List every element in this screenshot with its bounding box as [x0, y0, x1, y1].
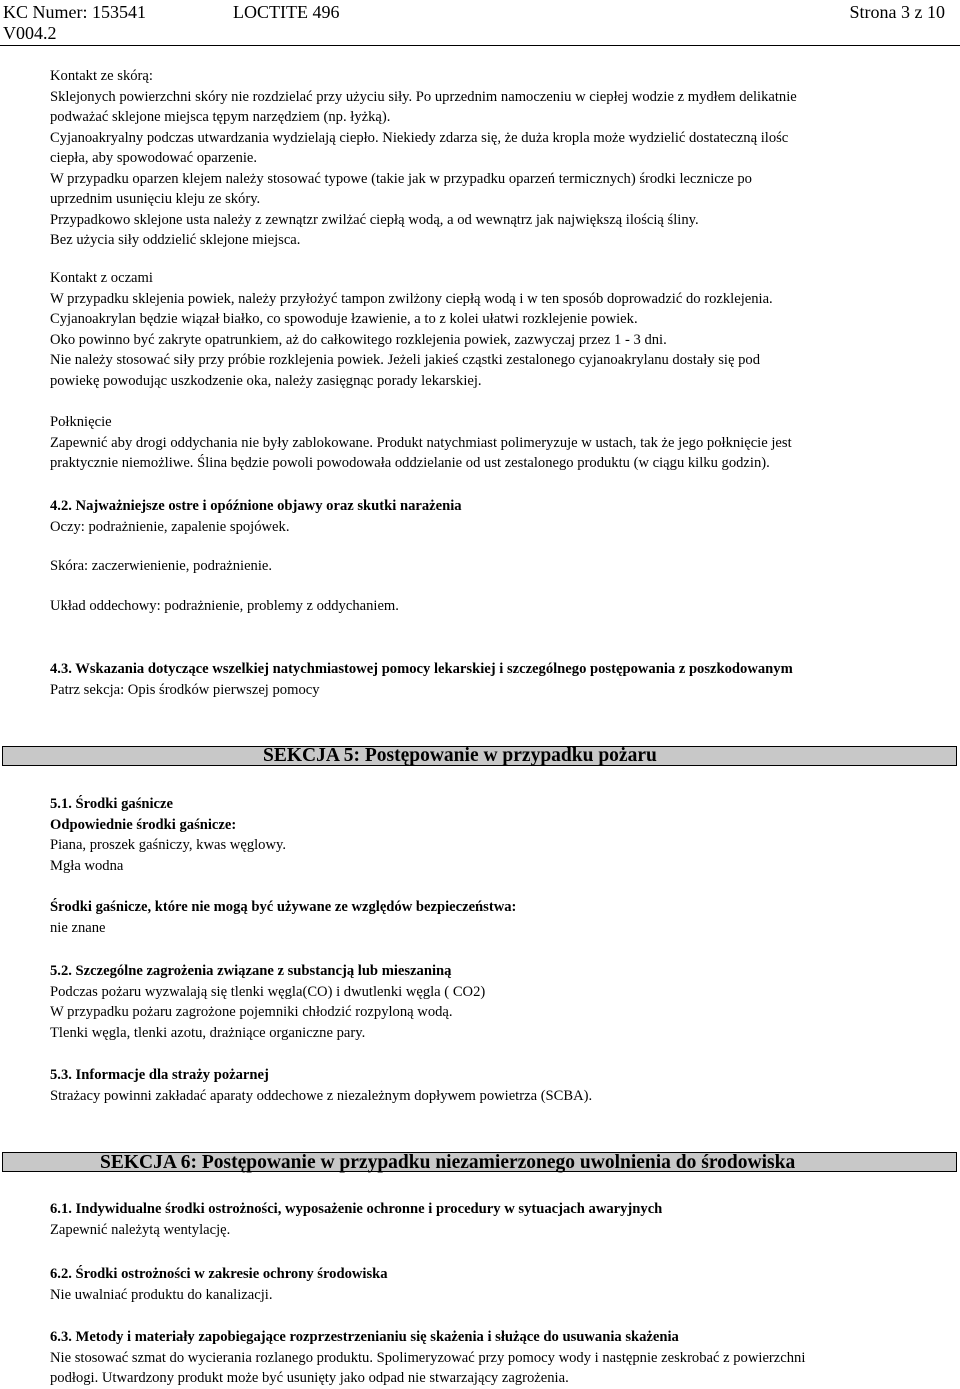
eye-line: Nie należy stosować siły przy próbie rozklejenia powiek. Jeżeli jakieś cząstki zestalonego cyjanoakrylanu dostały się pod: [50, 352, 760, 368]
section-5-2-heading: 5.2. Szczególne zagrożenia związane z substancją lub mieszaniną: [50, 963, 452, 979]
unsuitable-media-heading: Środki gaśnicze, które nie mogą być używane ze względów bezpieczeństwa:: [50, 899, 517, 915]
hazard-line: Tlenki węgla, tlenki azotu, drażniące organiczne pary.: [50, 1024, 366, 1041]
eye-contact-block: [50, 268, 945, 391]
section-5-3-text: Strażacy powinni zakładać aparaty oddechowe z niezależnym dopływem powietrza (SCBA).: [50, 1087, 593, 1104]
extinguishing-media-line: Piana, proszek gaśniczy, kwas węglowy.: [50, 837, 287, 853]
skin-line: W przypadku oparzen klejem należy stosować typowe (takie jak w przypadku oparzeń termicznych) środki lecznicze po: [50, 170, 752, 187]
section-5-3: [50, 1065, 945, 1106]
swallowing-line: Zapewnić aby drogi oddychania nie były zablokowane. Produkt natychmiast polimeryzuje w ustach, tak że jego połknięcie jest: [50, 434, 792, 451]
section-5-title: SEKCJA 5: Postępowanie w przypadku pożaru: [263, 745, 657, 766]
section-4-2-heading: 4.2. Najważniejsze ostre i opóźnione objawy oraz skutki narażenia: [50, 498, 462, 514]
kc-number: KC Numer: 153541: [3, 2, 146, 22]
section-5-2: [50, 961, 945, 1043]
section-6-2: [50, 1264, 945, 1305]
section-4-3-text: Patrz sekcja: Opis środków pierwszej pomocy: [50, 681, 320, 698]
hazard-line: W przypadku pożaru zagrożone pojemniki chłodzić rozpyloną wodą.: [50, 1004, 453, 1020]
skin-contact-title: Kontakt ze skórą:: [50, 68, 153, 84]
symptom-eyes: Oczy: podrażnienie, zapalenie spojówek.: [50, 518, 290, 535]
symptom-respiratory: Układ oddechowy: podrażnienie, problemy z oddychaniem.: [50, 598, 399, 614]
product-name: LOCTITE 496: [233, 2, 340, 22]
section-6-title: SEKCJA 6: Postępowanie w przypadku niezamierzonego uwolnienia do środowiska: [100, 1152, 796, 1173]
section-6-3: [50, 1327, 945, 1389]
eye-line: Oko powinno być zakryte opatrunkiem, aż do całkowitego rozklejenia powiek, zazwyczaj przez 1 - 3 dni.: [50, 331, 667, 348]
section-6-bar: [2, 1152, 957, 1172]
eye-line: Cyjanoakrylan będzie wiązał białko, co spowoduje łzawienie, a to z kolei ułatwi rozklejenie powiek.: [50, 311, 638, 327]
section-5-3-heading: 5.3. Informacje dla straży pożarnej: [50, 1067, 269, 1083]
section-6-1-heading: 6.1. Indywidualne środki ostrożności, wyposażenie ochronne i procedury w sytuacjach awaryjnych: [50, 1201, 663, 1217]
section-5-1: [50, 794, 945, 876]
section-6-3-line: podłogi. Utwardzony produkt może być usunięty jako odpad nie stwarzający zagrożenia.: [50, 1370, 569, 1386]
skin-line: uprzednim usunięciu kleju ze skóry.: [50, 191, 261, 207]
section-6-3-heading: 6.3. Metody i materiały zapobiegające rozprzestrzenianiu się skażenia i służące do usuwania skażenia: [50, 1329, 679, 1345]
symptom-skin: Skóra: zaczerwienienie, podrażnienie.: [50, 558, 273, 574]
page-header: [0, 0, 960, 46]
section-4-3-heading: 4.3. Wskazania dotyczące wszelkiej natychmiastowej pomocy lekarskiej i szczególnego postępowania z poszkodowanym: [50, 661, 793, 677]
extinguishing-media-line: Mgła wodna: [50, 857, 124, 874]
section-4-3: [50, 659, 945, 700]
hazard-line: Podczas pożaru wyzwalają się tlenki węgla(CO) i dwutlenki węgla ( CO2): [50, 983, 486, 1000]
section-5-1-heading: 5.1. Środki gaśnicze: [50, 796, 173, 812]
header-rule: [0, 45, 960, 46]
section-6-2-text: Nie uwalniać produktu do kanalizacji.: [50, 1286, 273, 1303]
version-label: V004.2: [3, 23, 57, 43]
section-5-1-unsuitable: [50, 897, 945, 938]
section-6-1-text: Zapewnić należytą wentylację.: [50, 1221, 231, 1238]
unsuitable-media-text: nie znane: [50, 919, 106, 936]
swallowing-line: praktycznie niemożliwe. Ślina będzie powoli powodowała oddzielanie od ust zestalonego produktu (w ciągu kilku godzin).: [50, 455, 770, 471]
skin-line: Cyjanoakryalny podczas utwardzania wydzielają ciepło. Niekiedy zdarza się, że duża kropla może wydzielić dostateczną ilośc: [50, 129, 789, 146]
section-5-bar: [2, 746, 957, 766]
skin-line: Bez użycia siły oddzielić sklejone miejsca.: [50, 232, 301, 248]
page-number: Strona 3 z 10: [849, 2, 945, 22]
section-5-1-subheading: Odpowiednie środki gaśnicze:: [50, 816, 237, 833]
section-6-2-heading: 6.2. Środki ostrożności w zakresie ochrony środowiska: [50, 1266, 388, 1282]
skin-line: ciepła, aby spowodować oparzenie.: [50, 150, 258, 166]
section-6-3-line: Nie stosować szmat do wycierania rozlanego produktu. Spolimeryzować przy pomocy wody i następnie zeskrobać z powierzchni: [50, 1349, 806, 1366]
skin-contact-block: [50, 66, 945, 251]
section-4-2: [50, 496, 945, 537]
swallowing-title: Połknięcie: [50, 414, 112, 430]
section-6-1: [50, 1199, 945, 1240]
skin-line: Sklejonych powierzchni skóry nie rozdzielać przy użyciu siły. Po uprzednim namoczeniu w ciepłej wodzie z mydłem delikatnie: [50, 88, 797, 105]
eye-contact-title: Kontakt z oczami: [50, 270, 153, 286]
eye-line: W przypadku sklejenia powiek, należy przyłożyć tampon zwilżony ciepłą wodą i w ten sposób doprowadzić do rozklejenia.: [50, 290, 773, 307]
swallowing-block: [50, 412, 945, 474]
skin-line: podważać sklejone miejsca tępym narzędziem (np. łyżką).: [50, 109, 391, 125]
eye-line: powiekę powodując uszkodzenie oka, należy zasięgnąc porady lekarskiej.: [50, 372, 482, 389]
skin-line: Przypadkowo sklejone usta należy z zewnątzr zwilżać ciepłą wodą, a od wewnątrz jak największą ilością śliny.: [50, 211, 699, 228]
